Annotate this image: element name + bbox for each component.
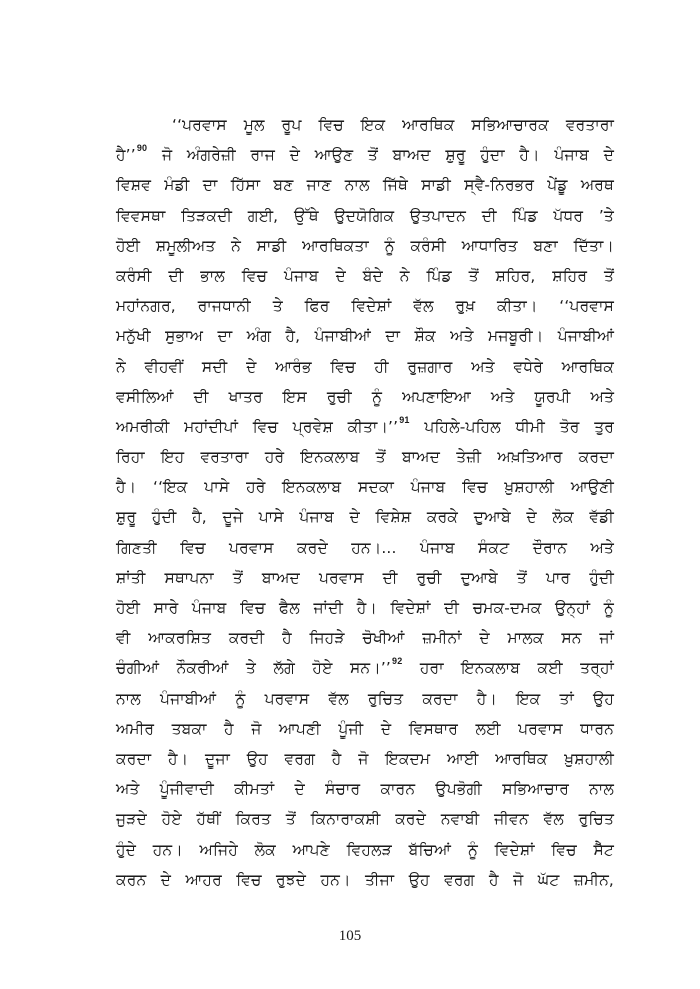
text-line: ਸ਼ੁਰੂ ਹੁੰਦੀ ਹੈ, ਦੂਜੇ ਪਾਸੇ ਪੰਜਾਬ ਦੇ ਵਿਸ਼ੇਸ਼ ਕਰਕੇ ਦੁਆਬੇ ਦੇ ਲੋਕ ਵੱਡੀ — [116, 508, 614, 527]
text-line: ਵਿਵਸਥਾ ਤਿੜਕਦੀ ਗਈ, ਉੱਥੇ ਉਦਯੋਗਿਕ ਉਤਪਾਦਨ ਦੀ ਪਿੰਡ ਪੱਧਰ ’ਤੇ — [116, 206, 614, 225]
text-line: ਹੈ। ‘‘ਇਕ ਪਾਸੇ ਹਰੇ ਇਨਕਲਾਬ ਸਦਕਾ ਪੰਜਾਬ ਵਿਚ ਖ਼ੁਸ਼ਹਾਲੀ ਆਉਣੀ — [116, 478, 614, 497]
text-line: ਮਨੁੱਖੀ ਸੁਭਾਅ ਦਾ ਅੰਗ ਹੈ, ਪੰਜਾਬੀਆਂ ਦਾ ਸ਼ੌਕ ਅਤੇ ਮਜਬੂਰੀ। ਪੰਜਾਬੀਆਂ — [116, 327, 614, 346]
text-line: ਚੰਗੀਆਂ ਨੌਕਰੀਆਂ ਤੇ ਲੱਗੇ ਹੋਏ ਸਨ।’’$^{92}$ ਹਰਾ ਇਨਕਲਾਬ ਕਈ ਤਰ੍ਹਾਂ — [116, 656, 614, 678]
text-line: ਜੁੜਦੇ ਹੋਏ ਹੱਥੀਂ ਕਿਰਤ ਤੋਂ ਕਿਨਾਰਾਕਸ਼ੀ ਕਰਦੇ ਨਵਾਬੀ ਜੀਵਨ ਵੱਲ ਰੁਚਿਤ — [116, 810, 614, 829]
text-line: ਨੇ ਵੀਹਵੀਂ ਸਦੀ ਦੇ ਆਰੰਭ ਵਿਚ ਹੀ ਰੁਜ਼ਗਾਰ ਅਤੇ ਵਧੇਰੇ ਆਰਥਿਕ — [116, 357, 614, 376]
text-line: ਹੈ’’$^{90}$ ਜੋ ਅੰਗਰੇਜ਼ੀ ਰਾਜ ਦੇ ਆਉਣ ਤੋਂ ਬਾਅਦ ਸ਼ੁਰੂ ਹੁੰਦਾ ਹੈ। ਪੰਜਾਬ ਦੇ — [116, 143, 614, 165]
footnote-ref: 91 — [399, 414, 410, 425]
footnote-ref: 92 — [392, 656, 403, 667]
text-line: ਵਿਸ਼ਵ ਮੰਡੀ ਦਾ ਹਿੱਸਾ ਬਣ ਜਾਣ ਨਾਲ ਜਿੱਥੇ ਸਾਡੀ ਸ੍ਵੈ-ਨਿਰਭਰ ਪੇਂਡੂ ਅਰਥ — [116, 176, 614, 195]
text-line: ਹੋਈ ਸਾਰੇ ਪੰਜਾਬ ਵਿਚ ਫੈਲ ਜਾਂਦੀ ਹੈ। ਵਿਦੇਸ਼ਾਂ ਦੀ ਚਮਕ-ਦਮਕ ਉਨ੍ਹਾਂ ਨੂੰ — [116, 599, 614, 617]
document-body — [116, 110, 614, 895]
text-line: ਗਿਣਤੀ ਵਿਚ ਪਰਵਾਸ ਕਰਦੇ ਹਨ।... ਪੰਜਾਬ ਸੰਕਟ ਦੌਰਾਨ ਅਤੇ — [116, 538, 614, 557]
text-line: ਨਾਲ ਪੰਜਾਬੀਆਂ ਨੂੰ ਪਰਵਾਸ ਵੱਲ ਰੁਚਿਤ ਕਰਦਾ ਹੈ। ਇਕ ਤਾਂ ਉਹ — [116, 689, 614, 708]
text-line: ਵੀ ਆਕਰਸ਼ਿਤ ਕਰਦੀ ਹੈ ਜਿਹੜੇ ਚੋਖੀਆਂ ਜ਼ਮੀਨਾਂ ਦੇ ਮਾਲਕ ਸਨ ਜਾਂ — [116, 629, 614, 648]
footnote-ref: 90 — [136, 143, 148, 154]
text-line: ਕਰਨ ਦੇ ਆਹਰ ਵਿਚ ਰੁਝਦੇ ਹਨ। ਤੀਜਾ ਉਹ ਵਰਗ ਹੈ ਜੋ ਘੱਟ ਜ਼ਮੀਨ, — [116, 870, 614, 889]
text-line: ‘‘ਪਰਵਾਸ ਮੂਲ ਰੂਪ ਵਿਚ ਇਕ ਆਰਥਿਕ ਸਭਿਆਚਾਰਕ ਵਰਤਾਰਾ — [172, 116, 614, 134]
text-line: ਵਸੀਲਿਆਂ ਦੀ ਖਾਤਰ ਇਸ ਰੁਚੀ ਨੂੰ ਅਪਣਾਇਆ ਅਤੇ ਯੂਰਪੀ ਅਤੇ — [116, 387, 614, 406]
page-number: 105 — [338, 928, 362, 944]
text-line: ਅਮਰੀਕੀ ਮਹਾਂਦੀਪਾਂ ਵਿਚ ਪ੍ਰਵੇਸ਼ ਕੀਤਾ।’’$^{91}$ ਪਹਿਲੇ-ਪਹਿਲ ਧੀਮੀ ਤੋਰ ਤੁਰ — [116, 414, 614, 436]
text-line: ਰਿਹਾ ਇਹ ਵਰਤਾਰਾ ਹਰੇ ਇਨਕਲਾਬ ਤੋਂ ਬਾਅਦ ਤੇਜ਼ੀ ਅਖ਼ਤਿਆਰ ਕਰਦਾ — [116, 448, 614, 467]
text-line: ਸ਼ਾਂਤੀ ਸਥਾਪਨਾ ਤੋਂ ਬਾਅਦ ਪਰਵਾਸ ਦੀ ਰੁਚੀ ਦੁਆਬੇ ਤੋਂ ਪਾਰ ਹੁੰਦੀ — [116, 568, 614, 587]
text-line: ਹੁੰਦੇ ਹਨ। ਅਜਿਹੇ ਲੋਕ ਆਪਣੇ ਵਿਹਲੜ ਬੱਚਿਆਂ ਨੂੰ ਵਿਦੇਸ਼ਾਂ ਵਿਚ ਸੈੱਟ — [116, 840, 614, 859]
text-line: ਕਰੰਸੀ ਦੀ ਭਾਲ ਵਿਚ ਪੰਜਾਬ ਦੇ ਬੰਦੇ ਨੇ ਪਿੰਡ ਤੋਂ ਸ਼ਹਿਰ, ਸ਼ਹਿਰ ਤੋਂ — [116, 266, 614, 285]
text-line: ਅਤੇ ਪੂੰਜੀਵਾਦੀ ਕੀਮਤਾਂ ਦੇ ਸੰਚਾਰ ਕਾਰਨ ਉਪਭੋਗੀ ਸਭਿਆਚਾਰ ਨਾਲ — [116, 780, 614, 799]
text-line: ਅਮੀਰ ਤਬਕਾ ਹੈ ਜੋ ਆਪਣੀ ਪੂੰਜੀ ਦੇ ਵਿਸਥਾਰ ਲਈ ਪਰਵਾਸ ਧਾਰਨ — [116, 719, 614, 738]
text-line: ਕਰਦਾ ਹੈ। ਦੂਜਾ ਉਹ ਵਰਗ ਹੈ ਜੋ ਇਕਦਮ ਆਈ ਆਰਥਿਕ ਖ਼ੁਸ਼ਹਾਲੀ — [116, 749, 614, 768]
text-line: ਮਹਾਂਨਗਰ, ਰਾਜਧਾਨੀ ਤੇ ਫਿਰ ਵਿਦੇਸ਼ਾਂ ਵੱਲ ਰੁਖ਼ ਕੀਤਾ। ‘‘ਪਰਵਾਸ — [116, 297, 614, 316]
text-line: ਹੋਈ ਸ਼ਮੂਲੀਅਤ ਨੇ ਸਾਡੀ ਆਰਥਿਕਤਾ ਨੂੰ ਕਰੰਸੀ ਆਧਾਰਿਤ ਬਣਾ ਦਿੱਤਾ। — [116, 236, 614, 255]
